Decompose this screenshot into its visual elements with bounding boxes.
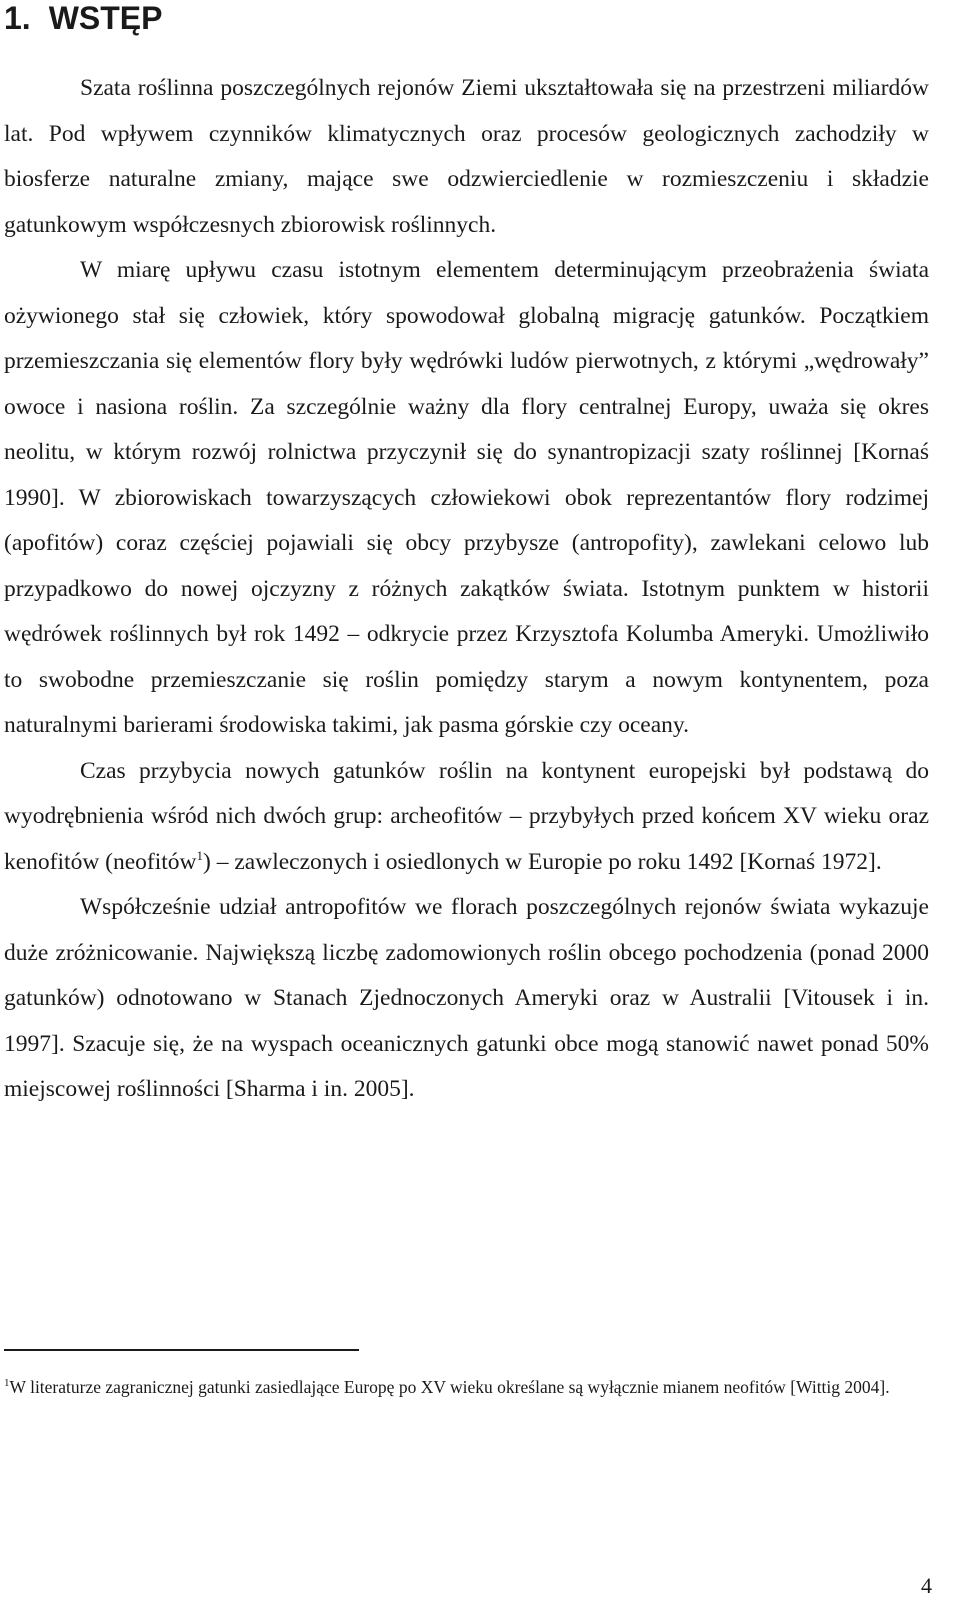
paragraph-intro: Szata roślinna poszczególnych rejonów Ziemi ukształtowała się na przestrzeni miliardów lat. Pod wpływem czynników klimatycznych oraz procesów geologicznych zachodziły w biosferze naturalne zmiany, mające swe odzwierciedlenie w rozmieszczeniu i składzie gatunkowym współczesnych zbiorowisk roślinnych. — [4, 75, 929, 238]
section-heading — [4, 0, 162, 40]
footnote-marker: 1 — [4, 1377, 10, 1389]
section-title: WSTĘP — [48, 0, 163, 36]
paragraph-archeophytes — [4, 749, 929, 886]
paragraph-contemporary: Współcześnie udział antropofitów we florach poszczególnych rejonów świata wykazuje duże zróżnicowanie. Największą liczbę zadomowionych roślin obcego pochodzenia (ponad 2000 gatunków) odnotowano w Stanach Zjednoczonych Ameryki oraz w Australii [Vitousek i in. 1997]. Szacuje się, że na wyspach oceanicznych gatunki obce mogą stanowić nawet ponad 50% miejscowej roślinności [Sharma i in. 2005]. — [4, 894, 929, 1102]
footnote — [4, 1370, 929, 1404]
page-number: 4 — [921, 1573, 932, 1598]
section-number: 1. — [4, 0, 31, 36]
footnote-reference: 1 — [196, 847, 204, 863]
footnote-divider — [4, 1349, 359, 1351]
paragraph-archeophytes-text: Czas przybycia nowych gatunków roślin na kontynent europejski był podstawą do wyodrębnienia wśród nich dwóch grup: archeofitów – przybyłych przed końcem XV wieku oraz kenofitów (neofitów — [4, 757, 929, 875]
paragraph-archeophytes-text-end: ) – zawleczonych i osiedlonych w Europie po roku 1492 [Kornaś 1972]. — [203, 848, 882, 875]
footnote-text: W literaturze zagranicznej gatunki zasiedlające Europę po XV wieku określane są wyłącznie mianem neofitów [Wittig 2004]. — [9, 1377, 890, 1397]
paragraph-human-influence: W miarę upływu czasu istotnym elementem determinującym przeobrażenia świata ożywionego stał się człowiek, który spowodował globalną migrację gatunków. Początkiem przemieszczania się elementów flory były wędrówki ludów pierwotnych, z którymi „wędrowały” owoce i nasiona roślin. Za szczególnie ważny dla flory centralnej Europy, uważa się okres neolitu, w którym rozwój rolnictwa przyczynił się do synantropizacji szaty roślinnej [Kornaś 1990]. W zbiorowiskach towarzyszących człowiekowi obok reprezentantów flory rodzimej (apofitów) coraz częściej pojawiali się obcy przybysze (antropofity), zawlekani celowo lub przypadkowo do nowej ojczyzny z różnych zakątków świata. Istotnym punktem w historii wędrówek roślinnych był rok 1492 – odkrycie przez Krzysztofa Kolumba Ameryki. Umożliwiło to swobodne przemieszczanie się roślin pomiędzy starym a nowym kontynentem, poza naturalnymi barierami środowiska takimi, jak pasma górskie czy oceany. — [4, 257, 929, 738]
document-body — [4, 66, 929, 1113]
